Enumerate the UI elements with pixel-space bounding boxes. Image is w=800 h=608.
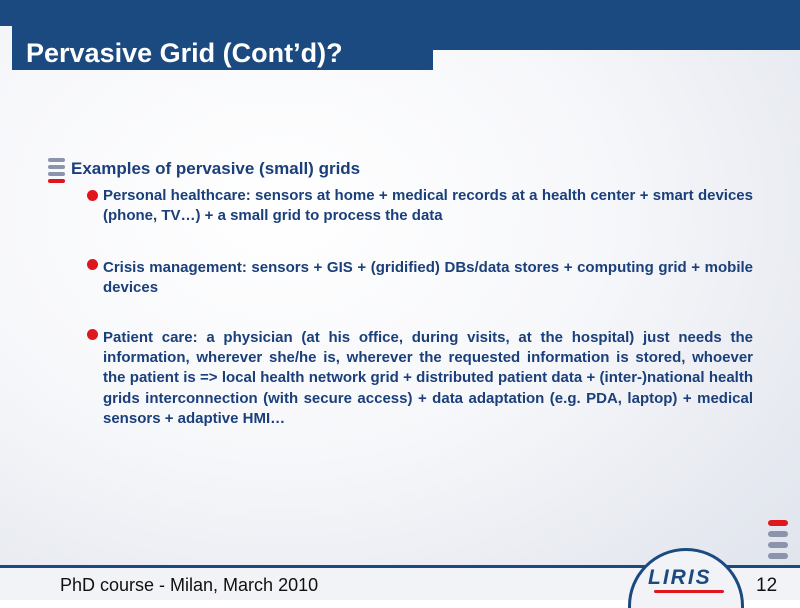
list-item: Patient care: a physician (at his office, during visits, at the hospital) just needs the information, wherever she/he is, wherever the requested information is stored, whoever the patient is => local health network grid + distributed patient data + (inter-)national health grids interconnection (with secure access) + data adaptation (e.g. PDA, laptop) + medical sensors + adaptive HMI… [103,329,753,427]
bars-bullet-icon [48,158,66,184]
slide-title: Pervasive Grid (Cont’d)? [26,38,343,68]
bullet-dot-icon [87,259,98,270]
bullet-dot-icon [87,329,98,340]
corner-bar-icon [768,520,788,526]
page-number: 12 [756,575,778,596]
list-item: Personal healthcare: sensors at home + medical records at a health center + smart devices (phone, TV…) + a small grid to process the data [103,187,753,225]
liris-logo-text: LIRIS [648,566,712,589]
header-band-right [433,26,800,50]
liris-logo-swoosh [654,590,724,593]
header-band [0,0,800,26]
main-bullet-text: Examples of pervasive (small) grids [71,159,361,178]
corner-bar-icon [768,531,788,537]
footer-course: PhD course - Milan, March 2010 [60,575,319,595]
bullet-dot-icon [87,190,98,201]
corner-bar-icon [768,553,788,559]
list-item: Crisis management: sensors + GIS + (gridified) DBs/data stores + computing grid + mobile devices [103,259,753,297]
corner-bar-icon [768,542,788,548]
